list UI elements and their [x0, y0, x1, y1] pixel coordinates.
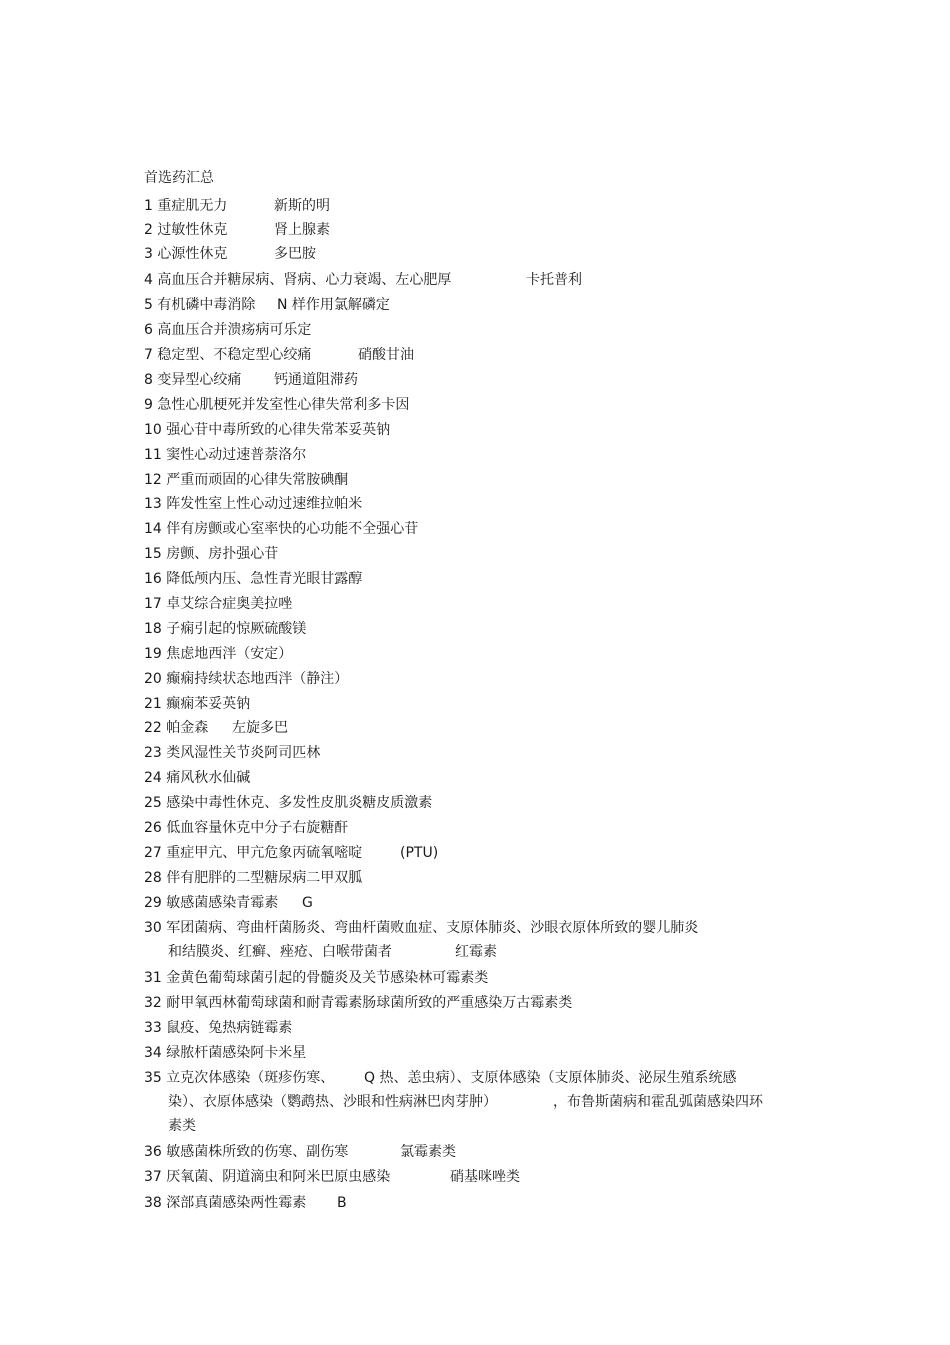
item-answer: 新斯的明: [274, 198, 330, 214]
list-item: 5 有机磷中毒消除: [144, 297, 256, 313]
item-answer: 红霉素: [455, 944, 497, 960]
list-item-continuation: 素类: [168, 1118, 196, 1134]
list-item-segment: ，布鲁斯菌病和霍乱弧菌感染四环: [553, 1094, 763, 1110]
item-answer: B: [337, 1195, 347, 1211]
item-answer: 卡托普利: [526, 272, 582, 288]
list-item-segment: Q 热、恙虫病）、支原体感染（支原体肺炎、泌尿生殖系统感: [364, 1070, 737, 1086]
list-item: 35 立克次体感染（斑疹伤寒、: [144, 1070, 335, 1086]
list-item: 30 军团菌病、弯曲杆菌肠炎、弯曲杆菌败血症、支原体肺炎、沙眼衣原体所致的婴儿肺炎: [144, 920, 699, 936]
item-answer: 氯霉素类: [400, 1144, 456, 1160]
list-item: 24 痛风秋水仙碱: [144, 770, 251, 786]
item-answer: (PTU): [400, 845, 439, 861]
list-item: 36 敏感菌株所致的伤寒、副伤寒: [144, 1144, 349, 1160]
list-item: 33 鼠疫、兔热病链霉素: [144, 1020, 293, 1036]
list-item: 27 重症甲亢、甲亢危象丙硫氧嘧啶: [144, 845, 363, 861]
list-item: 12 严重而顽固的心律失常胺碘酮: [144, 472, 349, 488]
list-item: 2 过敏性休克: [144, 222, 228, 238]
list-item: 26 低血容量休克中分子右旋糖酐: [144, 820, 349, 836]
list-item: 17 卓艾综合症奥美拉唑: [144, 596, 293, 612]
item-answer: 硝酸甘油: [358, 347, 414, 363]
item-answer: G: [302, 895, 313, 911]
list-item: 15 房颤、房扑强心苷: [144, 546, 279, 562]
list-item: 4 高血压合并糖尿病、肾病、心力衰竭、左心肥厚: [144, 272, 452, 288]
list-item: 10 强心苷中毒所致的心律失常苯妥英钠: [144, 422, 391, 438]
list-item: 11 窦性心动过速普萘洛尔: [144, 447, 307, 463]
list-item: 34 绿脓杆菌感染阿卡米星: [144, 1045, 307, 1061]
list-item: 3 心源性休克: [144, 246, 228, 262]
list-item: 25 感染中毒性休克、多发性皮肌炎糖皮质激素: [144, 795, 433, 811]
list-item-continuation: 染）、衣原体感染（鹦鹉热、沙眼和性病淋巴肉芽肿）: [168, 1094, 497, 1110]
list-item: 22 帕金森: [144, 720, 209, 736]
list-item: 8 变异型心绞痛: [144, 372, 242, 388]
list-item: 7 稳定型、不稳定型心绞痛: [144, 347, 312, 363]
list-item: 37 厌氧菌、阴道滴虫和阿米巴原虫感染: [144, 1169, 391, 1185]
document-title: 首选药汇总: [144, 170, 214, 186]
list-item: 9 急性心肌梗死并发室性心律失常利多卡因: [144, 397, 410, 413]
list-item: 31 金黄色葡萄球菌引起的骨髓炎及关节感染林可霉素类: [144, 970, 489, 986]
list-item: 16 降低颅内压、急性青光眼甘露醇: [144, 571, 363, 587]
list-item: 23 类风湿性关节炎阿司匹林: [144, 745, 321, 761]
item-answer: 多巴胺: [274, 246, 316, 262]
list-item: 18 子痫引起的惊厥硫酸镁: [144, 621, 307, 637]
list-item: 1 重症肌无力: [144, 198, 228, 214]
list-item: 29 敏感菌感染青霉素: [144, 895, 279, 911]
list-item: 14 伴有房颤或心室率快的心功能不全强心苷: [144, 521, 419, 537]
list-item: 6 高血压合并溃疡病可乐定: [144, 322, 312, 338]
list-item: 38 深部真菌感染两性霉素: [144, 1195, 307, 1211]
list-item: 13 阵发性室上性心动过速维拉帕米: [144, 496, 363, 512]
list-item: 21 癫痫苯妥英钠: [144, 696, 251, 712]
item-answer: 肾上腺素: [274, 222, 330, 238]
list-item: 32 耐甲氧西林葡萄球菌和耐青霉素肠球菌所致的严重感染万古霉素类: [144, 995, 573, 1011]
list-item: 20 癫痫持续状态地西泮（静注）: [144, 671, 349, 687]
item-answer: 硝基咪唑类: [450, 1169, 520, 1185]
list-item: 19 焦虑地西泮（安定）: [144, 646, 293, 662]
item-answer: 左旋多巴: [232, 720, 288, 736]
list-item: 28 伴有肥胖的二型糖尿病二甲双胍: [144, 870, 363, 886]
item-answer: 钙通道阻滞药: [274, 372, 358, 388]
item-answer: N 样作用氯解磷定: [277, 297, 390, 313]
list-item-continuation: 和结膜炎、红癣、痤疮、白喉带菌者: [168, 944, 392, 960]
